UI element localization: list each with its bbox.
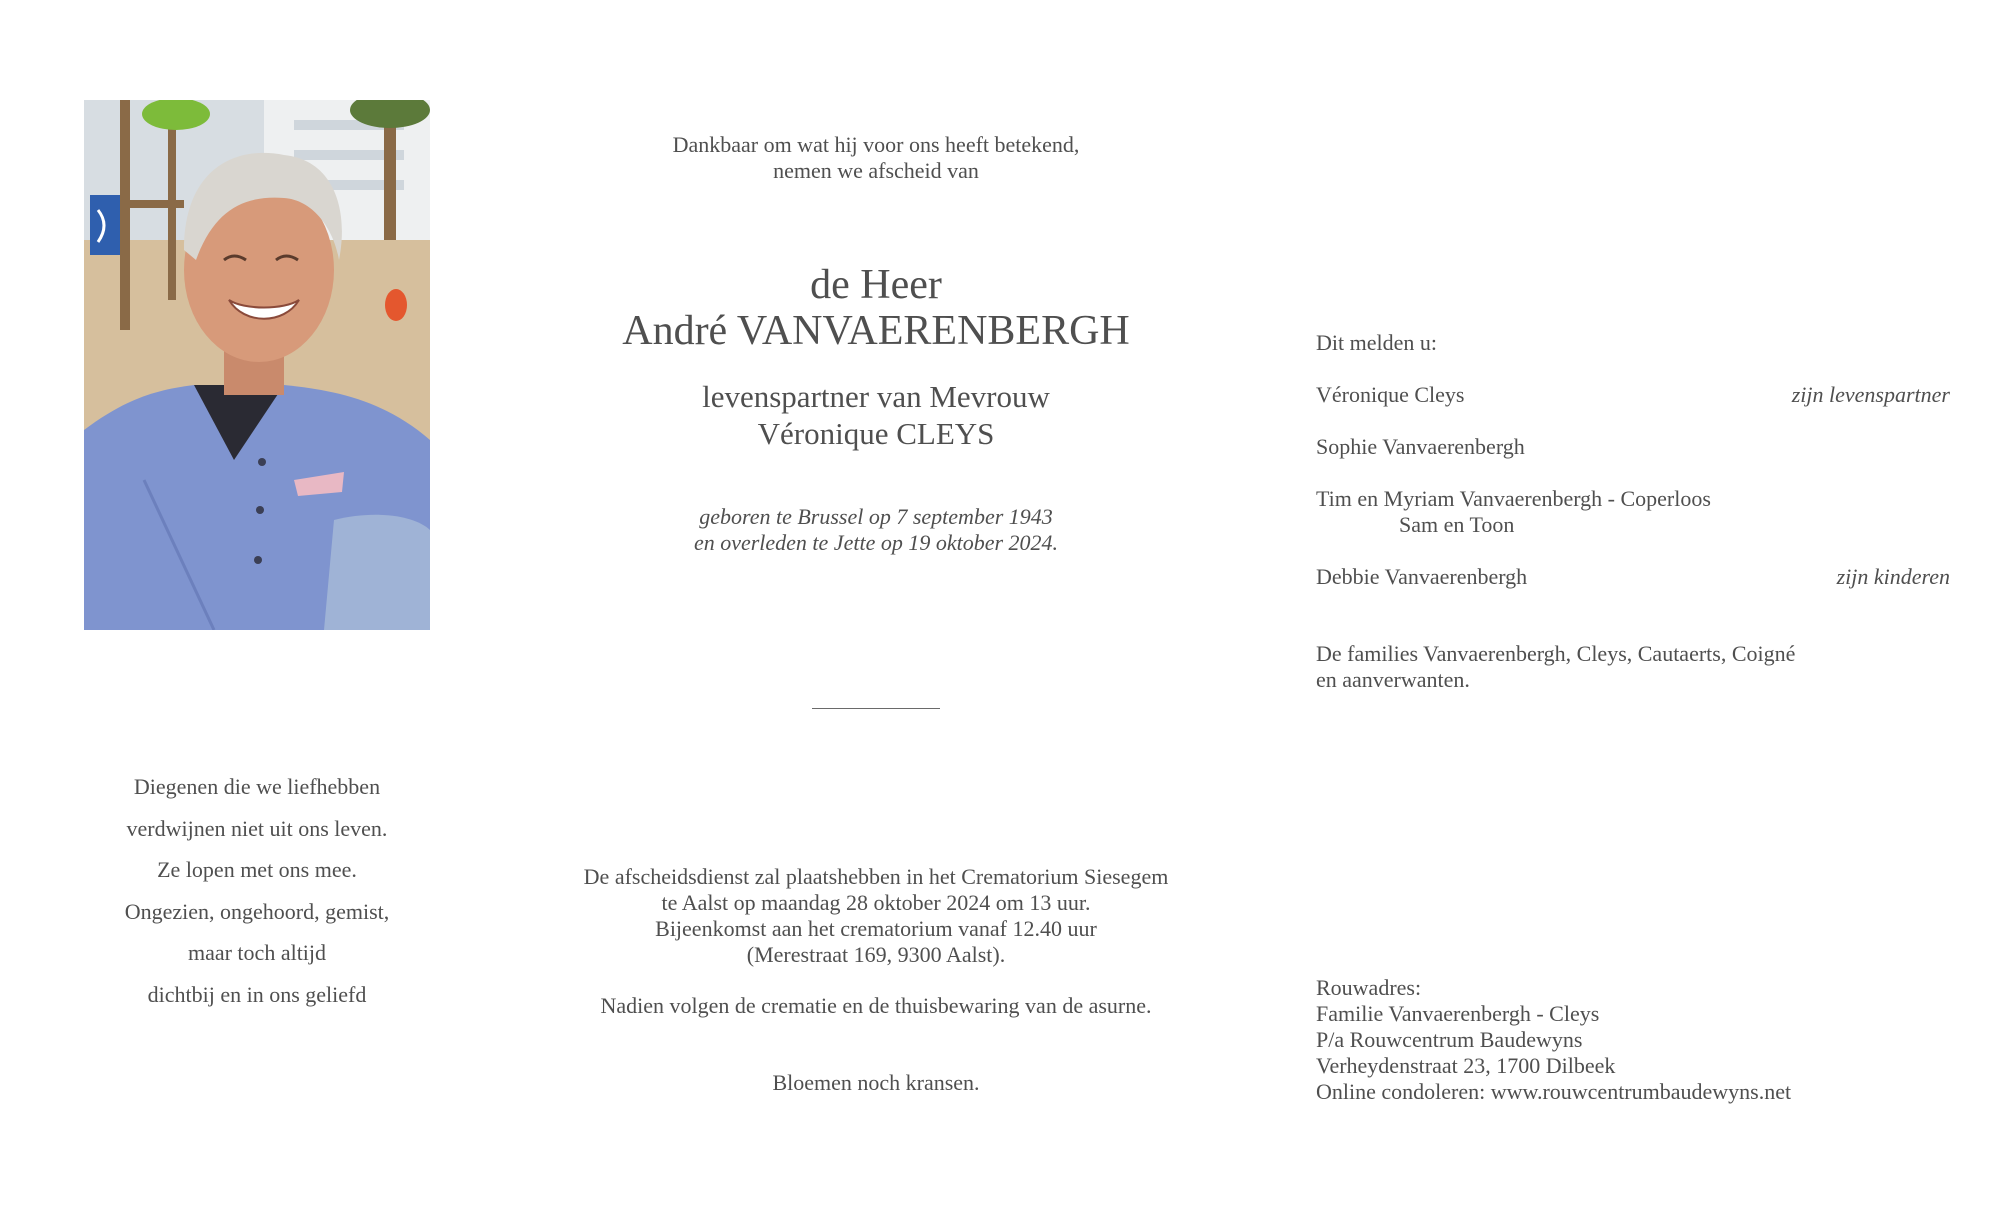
poem-line: Ongezien, ongehoord, gemist, xyxy=(124,898,390,924)
poem xyxy=(84,766,430,1015)
poem-line: Ze lopen met ons mee. xyxy=(157,857,357,882)
address-line-2: P/a Rouwcentrum Baudewyns xyxy=(1316,1027,1583,1052)
partner-name: Véronique Cleys xyxy=(1316,382,1465,407)
intro-line-1: Dankbaar om wat hij voor ons heeft betekend, xyxy=(672,132,1080,157)
partner-line-2: Véronique CLEYS xyxy=(757,416,995,451)
online-condolence-link[interactable]: Online condoleren: www.rouwcentrumbaudewyns.net xyxy=(1316,1079,1792,1104)
portrait-illustration xyxy=(84,100,430,630)
children-relation: zijn kinderen xyxy=(1836,564,1950,589)
address-label: Rouwadres: xyxy=(1316,975,1422,1000)
service-line-4: (Merestraat 169, 9300 Aalst). xyxy=(746,942,1006,967)
child-name: Sophie Vanvaerenbergh xyxy=(1316,434,1525,459)
service-info xyxy=(500,864,1252,968)
deceased-heading xyxy=(500,262,1252,354)
address-line-1: Familie Vanvaerenbergh - Cleys xyxy=(1316,1001,1600,1026)
poem-line: dichtbij en in ons geliefd xyxy=(147,981,367,1007)
partner-block xyxy=(500,378,1252,452)
families-line-1: De families Vanvaerenbergh, Cleys, Cautaerts, Coigné xyxy=(1316,641,1796,666)
poem-line: maar toch altijd xyxy=(187,940,327,965)
grandchildren-names: Sam en Toon xyxy=(1399,512,1515,537)
child-name: Tim en Myriam Vanvaerenbergh - Coperloos xyxy=(1316,486,1711,511)
announcers-intro: Dit melden u: xyxy=(1316,330,1437,355)
cremation-note: Nadien volgen de crematie en de thuisbewaring van de asurne. xyxy=(600,993,1152,1018)
service-line-1: De afscheidsdienst zal plaatshebben in het Crematorium Siesegem xyxy=(583,864,1169,889)
poem-line: Diegenen die we liefhebben xyxy=(133,774,381,799)
birth-line: geboren te Brussel op 7 september 1943 xyxy=(699,504,1053,529)
service-line-3: Bijeenkomst aan het crematorium vanaf 12.40 uur xyxy=(655,916,1097,941)
intro-line-2: nemen we afscheid van xyxy=(773,158,979,183)
intro-text xyxy=(500,132,1252,184)
death-line: en overleden te Jette op 19 oktober 2024. xyxy=(693,530,1059,555)
child-name: Debbie Vanvaerenbergh xyxy=(1316,564,1528,589)
dates-block xyxy=(500,504,1252,556)
service-line-2: te Aalst op maandag 28 oktober 2024 om 13 uur. xyxy=(661,890,1091,915)
partner-relation: zijn levenspartner xyxy=(1791,382,1950,407)
deceased-honorific: de Heer xyxy=(810,262,942,308)
portrait-photo xyxy=(84,100,430,630)
families-line-2: en aanverwanten. xyxy=(1316,667,1470,692)
flowers-note: Bloemen noch kransen. xyxy=(772,1070,980,1095)
mourning-address xyxy=(1316,975,1791,1105)
poem-line: verdwijnen niet uit ons leven. xyxy=(126,815,388,841)
deceased-name: André VANVAERENBERGH xyxy=(622,308,1130,354)
divider-line xyxy=(812,708,940,709)
address-line-3: Verheydenstraat 23, 1700 Dilbeek xyxy=(1316,1053,1616,1078)
partner-line-1: levenspartner van Mevrouw xyxy=(702,379,1050,414)
